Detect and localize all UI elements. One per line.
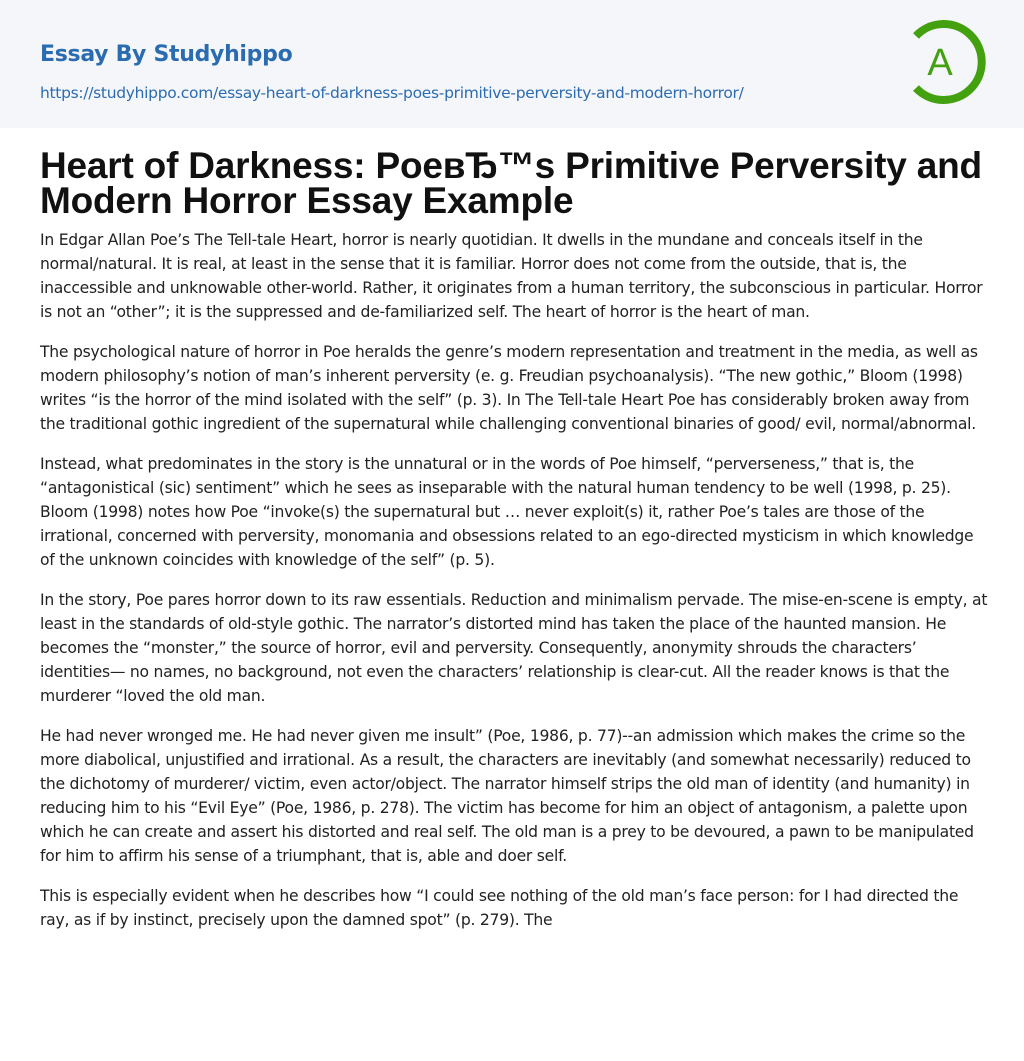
paragraph: He had never wronged me. He had never given me insult” (Poe, 1986, p. 77)--an admission which makes the crime so the more diabolical, unjustified and irrational. As a result, the characters are inevitably (and somewhat necessarily) reduced to the dichotomy of murderer/ victim, even actor/object. The narrator himself strips the old man of identity (and humanity) in reducing him to his “Evil Eye” (Poe, 1986, p. 278). The victim has become for him an object of antagonism, a palette upon which he can create and assert his distorted and real self. The old man is a prey to be devoured, a pawn to be manipulated for him to affirm his sense of a triumphant, that is, able and doer self. (40, 727, 974, 865)
svg-text:A: A (927, 42, 953, 84)
paragraph: This is especially evident when he describes how “I could see nothing of the old man’s face person: for I had directed the ray, as if by instinct, precisely upon the damned spot” (p. 279). The (40, 887, 959, 929)
paragraph: In Edgar Allan Poe’s The Tell-tale Heart, horror is nearly quotidian. It dwells in the mundane and conceals itself in the normal/natural. It is real, at least in the sense that it is familiar. Horror does not come from the outside, that is, the inaccessible and unknowable other-world. Rather, it originates from a human territory, the subconscious in particular. Horror is not an “other”; it is the suppressed and de-familiarized self. The heart of horror is the heart of man. (40, 231, 983, 321)
site-name: Essay By Studyhippo (40, 42, 293, 67)
paragraph: Instead, what predominates in the story is the unnatural or in the words of Poe himself, “perverseness,” that is, the “antagonistical (sic) sentiment” which he sees as inseparable with the natural human tendency to be well (1998, p. 25). Bloom (1998) notes how Poe “invoke(s) the supernatural but … never exploit(s) it, rather Poe’s tales are those of the irrational, concerned with perversity, monomania and obsessions related to an ego-directed mysticism in which knowledge of the unknown coincides with knowledge of the self” (p. 5). (40, 455, 974, 569)
page-title: Heart of Darkness: PoeвЂ™s Primitive Perversity and Modern Horror Essay Example (40, 145, 982, 221)
site-header (0, 0, 1024, 128)
paragraph: In the story, Poe pares horror down to its raw essentials. Reduction and minimalism pervade. The mise-en-scene is empty, at least in the standards of old-style gothic. The narrator’s distorted mind has taken the place of the haunted mansion. He becomes the “monster,” the source of horror, evil and perversity. Consequently, anonymity shrouds the characters’ identities— no names, no background, not even the characters’ relationship is clear-cut. All the reader knows is that the murderer “loved the old man. (40, 591, 988, 705)
paragraph: The psychological nature of horror in Poe heralds the genre’s modern representation and treatment in the media, as well as modern philosophy’s notion of man’s inherent perversity (e. g. Freudian psychoanalysis). “The new gothic,” Bloom (1998) writes “is the horror of the mind isolated with the self” (p. 3). In The Tell-tale Heart Poe has considerably broken away from the traditional gothic ingredient of the supernatural while challenging conventional binaries of good/ evil, normal/abnormal. (40, 343, 978, 433)
essay-body (40, 228, 988, 932)
studyhippo-logo-icon (902, 18, 988, 106)
essay-url-link[interactable]: https://studyhippo.com/essay-heart-of-darkness-poes-primitive-perversity-and-modern-horror/ (40, 84, 744, 102)
